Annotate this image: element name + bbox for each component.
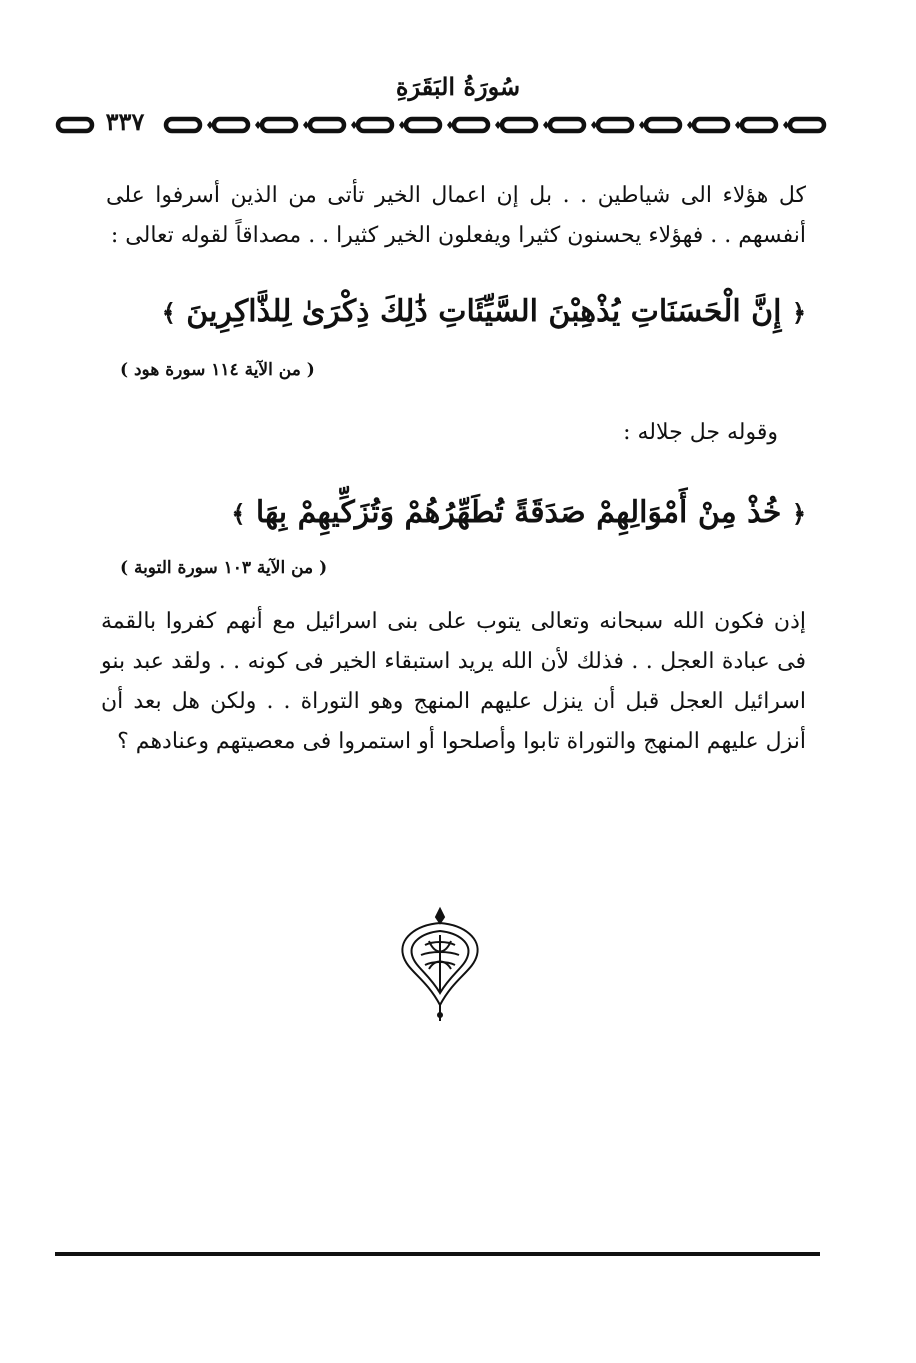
verse-text: خُذْ مِنْ أَمْوَالِهِمْ صَدَقَةً تُطَهِّرُهُمْ وَتُزَكِّيهِمْ بِهَا: [255, 495, 782, 530]
verse-text: إِنَّ الْحَسَنَاتِ يُذْهِبْنَ السَّيِّئَاتِ ذَٰلِكَ ذِكْرَىٰ لِلذَّاكِرِينَ: [186, 294, 782, 329]
quran-verse-hud: [106, 282, 806, 343]
decorative-ornament-icon: [395, 905, 485, 1025]
quran-verse-tawba: [106, 483, 806, 544]
paragraph-conclusion: إذن فكون الله سبحانه وتعالى يتوب على بنى اسرائيل مع أنهم كفروا بالقمة فى عبادة العجل . . فذلك لأن الله يريد استبقاء الخير فى كونه . . ولقد عبد بنو اسرائيل العجل قبل أن ينزل عليهم المنهج وهو التوراة . . ولكن هل بعد أن أنزل عليهم المنهج والتوراة تابوا وأصلحوا أو استمروا فى معصيتهم وعنادهم ؟: [101, 609, 806, 754]
verse-open-bracket: ﴿: [791, 499, 806, 528]
paragraph-intro: كل هؤلاء الى شياطين . . بل إن اعمال الخير تأتى من الذين أسرفوا على أنفسهم . . فهؤلاء يحسنون كثيرا ويفعلون الخير كثيرا . . مصداقاً لقوله تعالى :: [106, 183, 806, 248]
verse-close-bracket: ﴾: [231, 499, 246, 528]
ornamental-header-rule: [55, 110, 840, 140]
page-number: ٣٣٧: [95, 102, 155, 142]
surah-title: سُورَةُ البَقَرَةِ: [395, 72, 521, 101]
intro-line: وقوله جل جلاله :: [623, 420, 778, 445]
citation-tawba: ( من الآية ١٠٣ سورة التوبة ): [120, 558, 328, 578]
verse-close-bracket: ﴾: [161, 298, 176, 327]
citation-hud: ( من الآية ١١٤ سورة هود ): [120, 360, 315, 380]
footer-rule: [55, 1252, 820, 1256]
verse-open-bracket: ﴿: [791, 298, 806, 327]
